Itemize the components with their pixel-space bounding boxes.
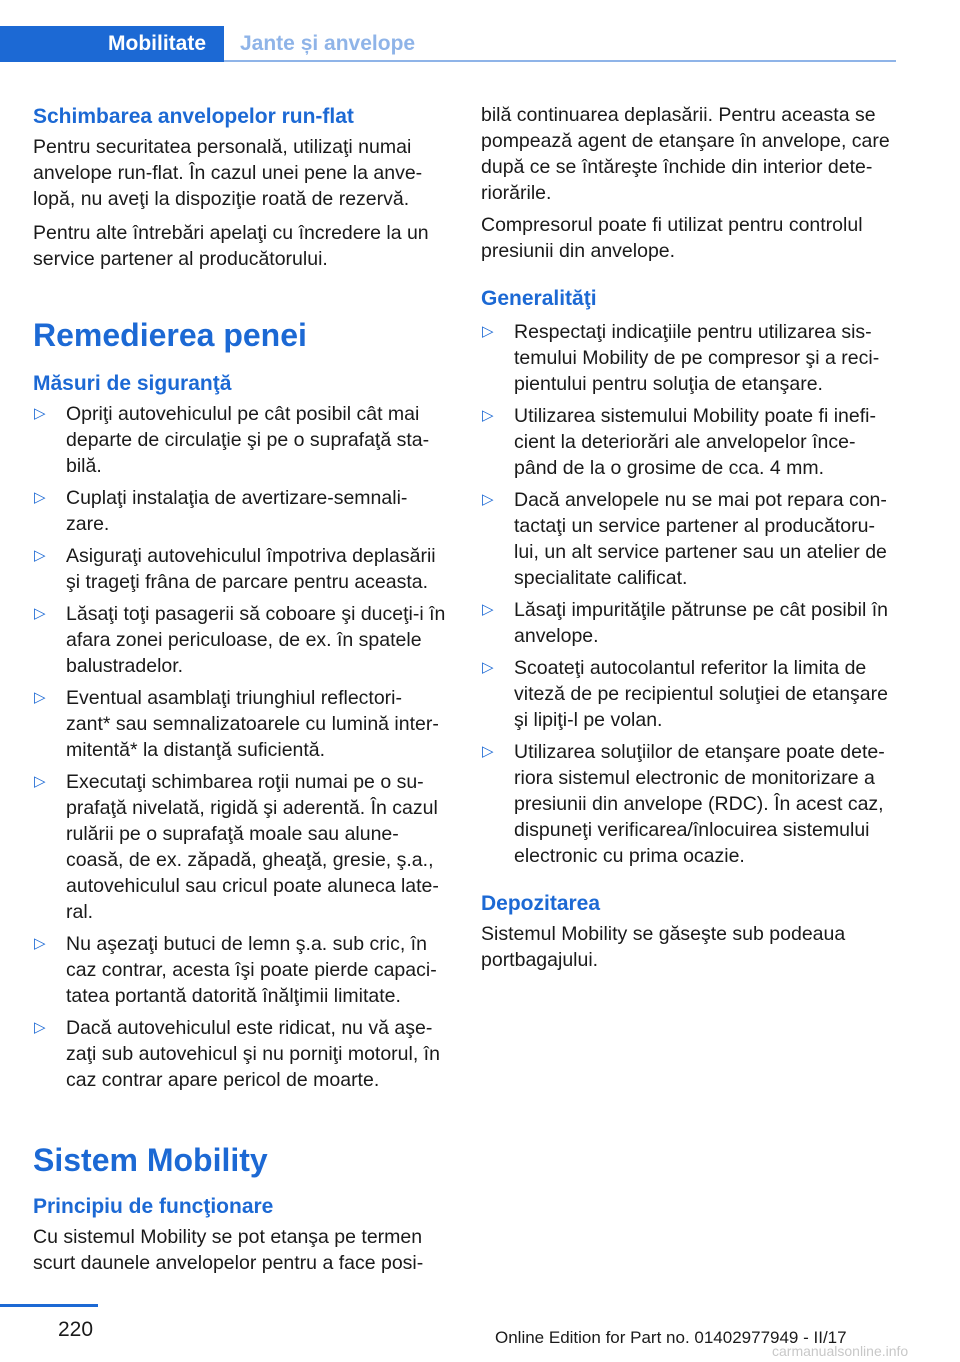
- heading-sistem-mobility: Sistem Mobility: [33, 1142, 268, 1178]
- paragraph-depozitarea: Sistemul Mobility se găseşte sub podeaua portbagajului.: [481, 923, 846, 971]
- bullet-triangle-icon: ▷: [482, 323, 494, 340]
- list-item: ▷ Utilizarea soluţiilor de etanşare poate dete‐ riora sistemul electronic de monitorizare a presiunii din anvelope (RDC). În acest caz, dispuneţi verificarea/înlocuirea sistemului electronic cu prima ocazie.: [482, 741, 885, 867]
- bullet-triangle-icon: ▷: [34, 935, 46, 952]
- paragraph-continuation: bilă continuarea deplasării. Pentru aceasta se pompează agent de etanşare în anvelope, care după ce se întăreşte închide din interior dete‐ riorările.: [481, 104, 890, 204]
- paragraph-compresor: Compresorul poate fi utilizat pentru controlul presiunii din anvelope.: [481, 214, 863, 262]
- list-item: ▷ Eventual asamblaţi triunghiul reflectori‐ zant* sau semnalizatoarele cu lumină inter‐ mitentă* la distanţă suficientă.: [34, 687, 439, 761]
- footer-divider: [0, 1304, 98, 1307]
- paragraph-run-flat-1: Pentru securitatea personală, utilizaţi numai anvelope run-flat. În cazul unei pene la anve‐ lopă, nu aveţi la dispoziţie roată de rezervă.: [33, 136, 423, 210]
- bullet-triangle-icon: ▷: [482, 601, 494, 618]
- bullet-triangle-icon: ▷: [34, 1019, 46, 1036]
- list-item: ▷ Utilizarea sistemului Mobility poate fi inefi‐ cient la deteriorări ale anvelopelor înce‐ pând de la o grosime de cca. 4 mm.: [482, 405, 876, 479]
- list-item: ▷ Asiguraţi autovehiculul împotriva deplasării şi trageţi frâna de parcare pentru aceasta.: [34, 545, 436, 593]
- bullet-triangle-icon: ▷: [482, 659, 494, 676]
- bullet-triangle-icon: ▷: [482, 743, 494, 760]
- list-item: ▷ Lăsaţi toţi pasagerii să coboare şi duceţi-i în afara zonei periculoase, de ex. în spatele balustradelor.: [34, 603, 446, 677]
- heading-run-flat: Schimbarea anvelopelor run-flat: [33, 105, 354, 128]
- list-item: ▷ Dacă anvelopele nu se mai pot repara con‐ tactaţi un service partener al producătoru‐ lui, un alt service partener sau un atelier de specialitate calificat.: [482, 489, 887, 589]
- list-item: ▷ Respectaţi indicaţiile pentru utilizarea sis‐ temului Mobility de pe compresor şi a reci‐ pientului pentru soluţia de etanşare.: [482, 321, 880, 395]
- bullet-triangle-icon: ▷: [34, 405, 46, 422]
- bullet-triangle-icon: ▷: [34, 773, 46, 790]
- bullet-triangle-icon: ▷: [482, 407, 494, 424]
- page-header: [0, 0, 960, 64]
- safety-list: [33, 401, 448, 1093]
- section-tab: Mobilitate: [0, 26, 224, 62]
- right-column: [481, 100, 896, 973]
- left-column: [33, 100, 448, 1276]
- paragraph-principiu: Cu sistemul Mobility se pot etanşa pe termen scurt daunele anvelopelor pentru a face posi‐: [33, 1226, 424, 1274]
- heading-depozitarea: Depozitarea: [481, 892, 601, 915]
- bullet-triangle-icon: ▷: [34, 605, 46, 622]
- heading-masuri-siguranta: Măsuri de siguranţă: [33, 372, 232, 395]
- paragraph-run-flat-2: Pentru alte întrebări apelaţi cu încredere la un service partener al producătorului.: [33, 222, 429, 270]
- list-item: ▷ Opriţi autovehiculul pe cât posibil cât mai departe de circulaţie şi pe o suprafaţă sta‐ bilă.: [34, 403, 430, 477]
- watermark: carmanualsonline.info: [772, 1343, 909, 1359]
- bullet-triangle-icon: ▷: [34, 689, 46, 706]
- heading-generalitati: Generalităţi: [481, 287, 597, 310]
- general-list: [481, 319, 896, 869]
- header-divider: [224, 60, 896, 62]
- heading-remedierea-penei: Remedierea penei: [33, 317, 307, 353]
- edition-note: Online Edition for Part no. 01402977949 - II/17: [495, 1328, 847, 1347]
- list-item: ▷ Scoateţi autocolantul referitor la limita de viteză de pe recipientul soluţiei de etanşare şi lipiţi-l pe volan.: [482, 657, 888, 731]
- list-item: ▷ Nu aşezaţi butuci de lemn ş.a. sub cric, în caz contrar, acesta îşi poate pierde capaci‐ tatea portantă datorită înălţimii limitate.: [34, 933, 437, 1007]
- page-number: 220: [58, 1318, 94, 1341]
- bullet-triangle-icon: ▷: [34, 547, 46, 564]
- bullet-triangle-icon: ▷: [482, 491, 494, 508]
- list-item: ▷ Cuplaţi instalaţia de avertizare-semnali‐ zare.: [34, 487, 408, 535]
- heading-principiu-functionare: Principiu de funcţionare: [33, 1195, 274, 1218]
- subsection-label: Jante și anvelope: [240, 32, 416, 55]
- list-item: ▷ Executaţi schimbarea roţii numai pe o su‐ prafaţă nivelată, rigidă şi aderentă. În cazul rulării pe o suprafaţă moale sau alune‐ coasă, de ex. zăpadă, gheaţă, gresie, ş.a., autovehiculul sau cricul poate aluneca late‐ ral.: [34, 771, 439, 923]
- list-item: ▷ Lăsaţi impurităţile pătrunse pe cât posibil în anvelope.: [482, 599, 888, 647]
- list-item: ▷ Dacă autovehiculul este ridicat, nu vă aşe‐ zaţi sub autovehicul şi nu porniţi motorul, în caz contrar apare pericol de moarte.: [34, 1017, 440, 1091]
- bullet-triangle-icon: ▷: [34, 489, 46, 506]
